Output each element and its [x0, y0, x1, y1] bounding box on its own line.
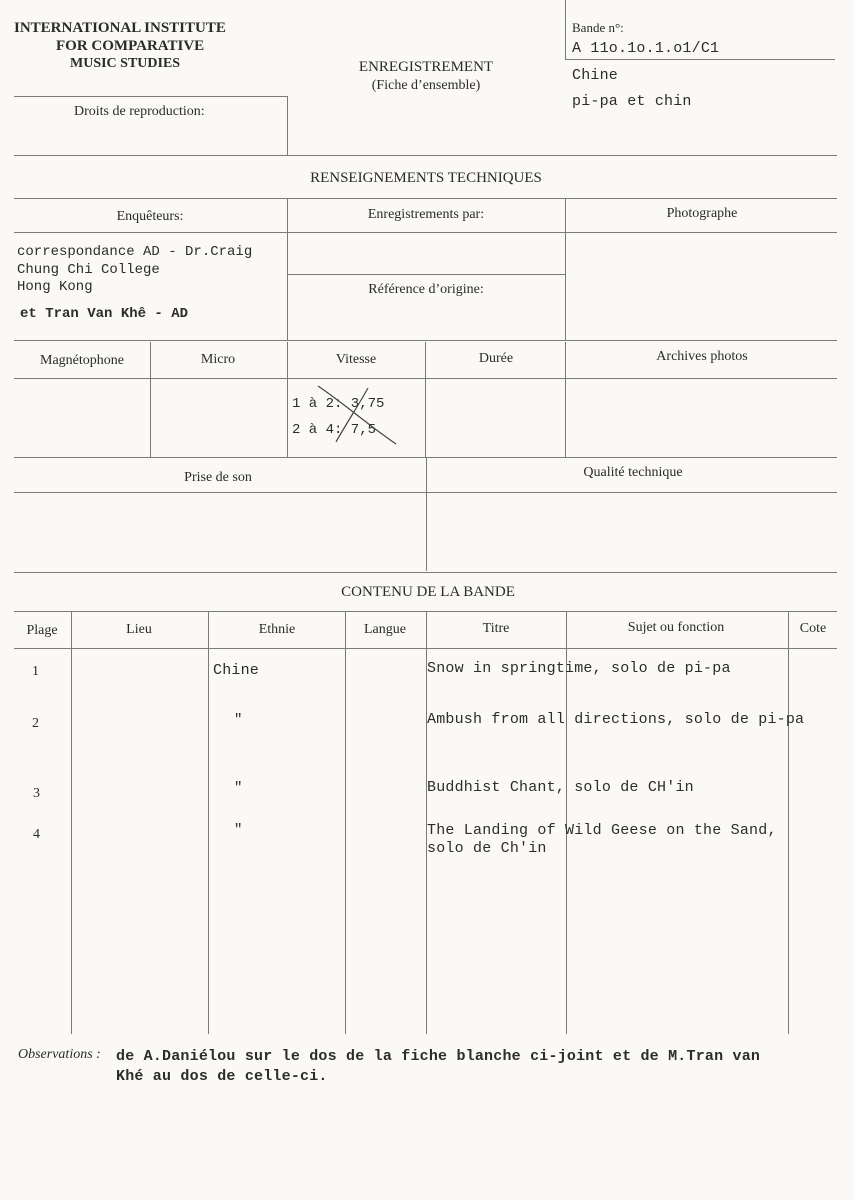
bande-box-bottom-border: [565, 59, 835, 60]
equip-divider-1: [150, 342, 151, 458]
enqueteur-line-4: et Tran Van Khê - AD: [20, 306, 189, 322]
equip-divider-4: [565, 342, 566, 458]
vitesse-line-1: 1 à 2: 3,75: [292, 396, 385, 412]
country-value: Chine: [572, 67, 619, 84]
observations-line-2: Khé au dos de celle-ci.: [116, 1068, 328, 1085]
table-row-4-plage: 4: [33, 827, 40, 842]
tech-divider-1: [287, 198, 288, 341]
table-row-1-ethnie: Chine: [213, 662, 260, 679]
institute-name-line3: MUSIC STUDIES: [70, 56, 181, 71]
enqueteur-line-1: correspondance AD - Dr.Craig: [17, 244, 253, 260]
prise-divider: [426, 458, 427, 571]
droits-label: Droits de reproduction:: [74, 104, 205, 119]
equip-divider-3: [425, 342, 426, 458]
table-row-2-plage: 2: [32, 716, 39, 731]
observations-line-1: de A.Daniélou sur le dos de la fiche blanche ci-joint et de M.Tran van: [116, 1048, 761, 1065]
table-row-4-titre: The Landing of Wild Geese on the Sand,: [427, 822, 777, 839]
equipment-header-border: [14, 378, 837, 379]
table-row-4-titre-line2: solo de Ch'in: [427, 840, 547, 857]
contenu-divider-6: [788, 612, 789, 1034]
table-row-3-ethnie: ": [234, 780, 243, 796]
equipment-top-border: [14, 340, 837, 341]
equip-divider-2: [287, 342, 288, 458]
bande-label: Bande n°:: [572, 20, 624, 35]
droits-box-top-border: [14, 96, 288, 97]
contenu-divider-2: [208, 612, 209, 1034]
prise-bottom-border: [14, 572, 837, 573]
table-row-3-plage: 3: [33, 786, 40, 801]
institute-name-line2: FOR COMPARATIVE: [56, 38, 205, 54]
bande-box-left-border: [565, 0, 566, 60]
tech-divider-2: [565, 198, 566, 341]
contenu-divider-1: [71, 612, 72, 1034]
vitesse-cross-mark: [312, 382, 402, 448]
table-row-2-ethnie: ": [234, 712, 243, 728]
table-row-2-titre: Ambush from all directions, solo de pi-pa: [427, 711, 805, 728]
technique-top-border: [14, 198, 837, 199]
table-row-1-titre: Snow in springtime, solo de pi-pa: [427, 660, 731, 677]
vitesse-line-2: 2 à 4: 7,5: [292, 422, 377, 438]
tech-header-row-border: [14, 232, 837, 233]
institute-name-line1: INTERNATIONAL INSTITUTE: [14, 20, 226, 36]
observations-label: Observations :: [18, 1047, 101, 1062]
header-divider: [14, 155, 837, 156]
droits-box-right-border: [287, 96, 288, 156]
bande-number: A 11o.1o.1.o1/C1: [572, 40, 720, 57]
contenu-divider-3: [345, 612, 346, 1034]
reference-divider: [287, 274, 565, 275]
table-row-4-ethnie: ": [234, 822, 243, 838]
enqueteur-line-3: Hong Kong: [17, 279, 93, 295]
table-row-3-titre: Buddhist Chant, solo de CH'in: [427, 779, 694, 796]
table-row-1-plage: 1: [32, 664, 39, 679]
enqueteur-line-2: Chung Chi College: [17, 262, 160, 278]
instruments-value: pi-pa et chin: [572, 93, 692, 110]
